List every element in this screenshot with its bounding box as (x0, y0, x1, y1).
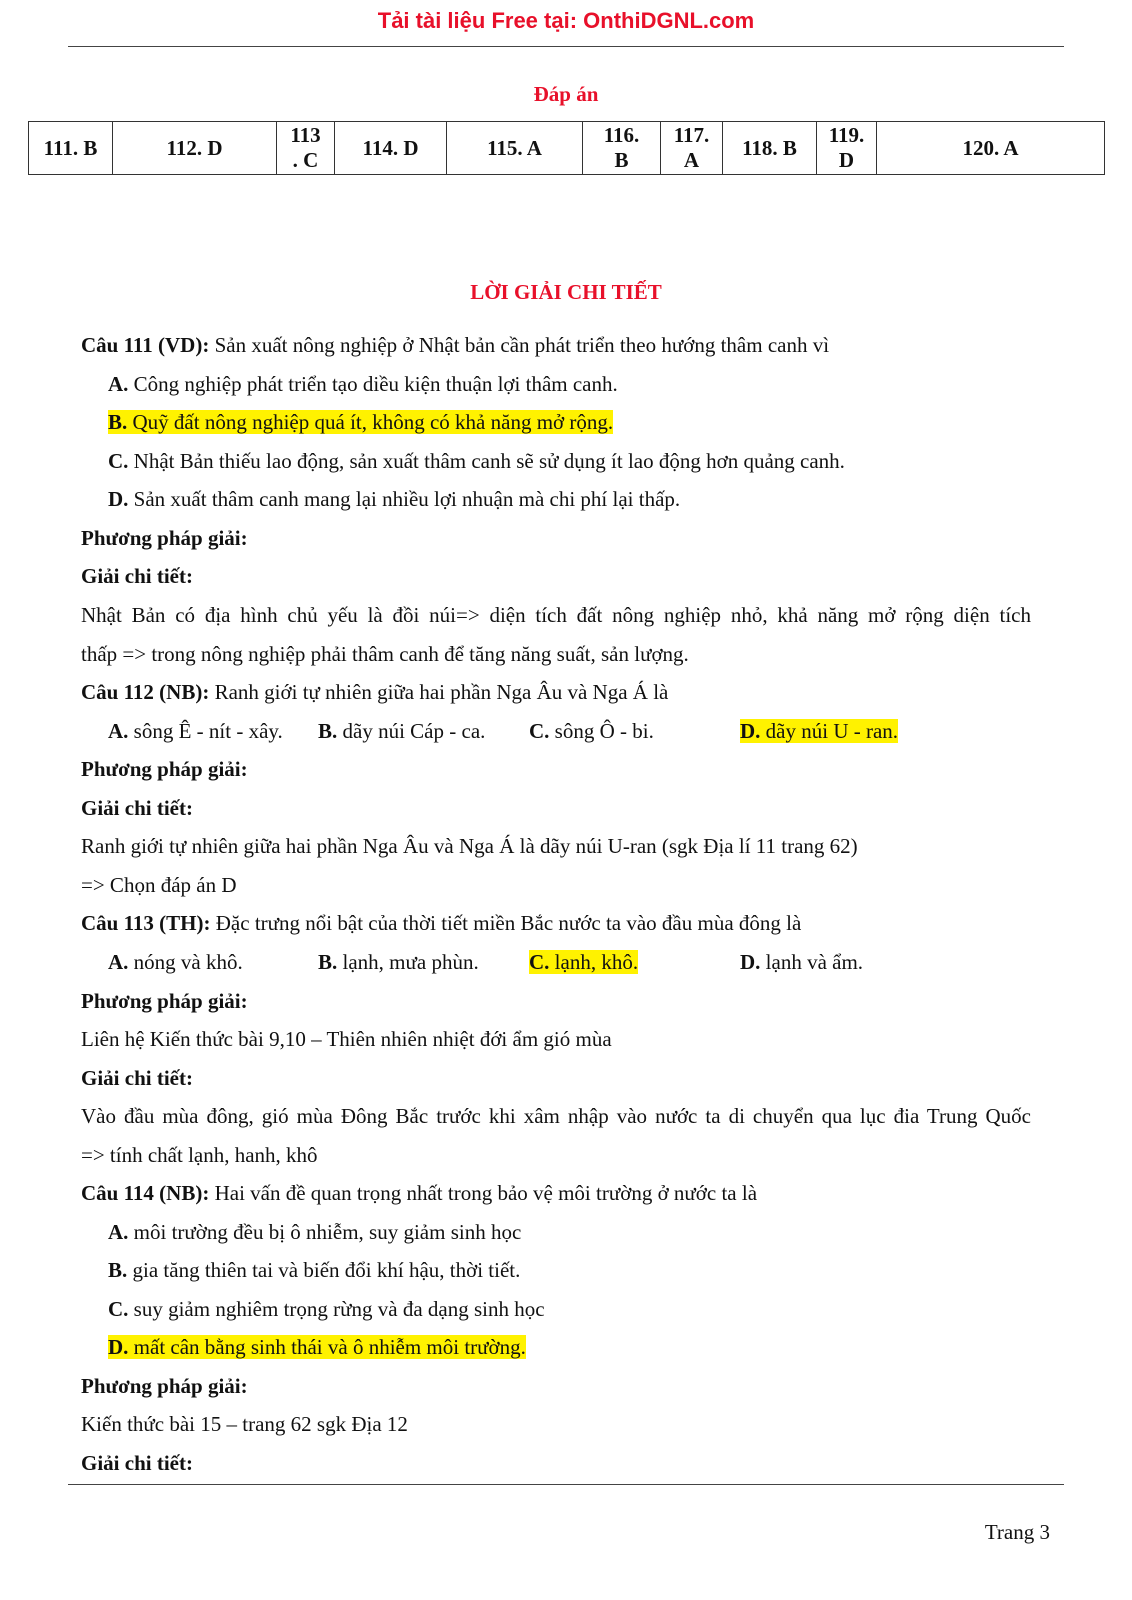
q114-option-d-correct: D. mất cân bằng sinh thái và ô nhiễm môi trường. (108, 1335, 526, 1359)
q111-solution-label: Giải chi tiết: (81, 564, 193, 588)
question-114: Câu 114 (NB): Hai vấn đề quan trọng nhất trong bảo vệ môi trường ở nước ta là (81, 1181, 758, 1205)
answer-cell: 112. D (113, 122, 277, 175)
q114-option-a: A. môi trường đều bị ô nhiễm, suy giảm sinh học (108, 1220, 522, 1244)
q111-explanation-line-1: Nhật Bản có địa hình chủ yếu là đồi núi=> diện tích đất nông nghiệp nhỏ, khả năng mở rộng diện tích (81, 603, 1031, 627)
q112-explanation-line-2: => Chọn đáp án D (81, 873, 237, 897)
q112-option-d-correct: D. dãy núi U - ran. (740, 719, 899, 743)
header-divider (68, 46, 1064, 47)
answer-cell: 111. B (29, 122, 113, 175)
q114-method-text: Kiến thức bài 15 – trang 62 sgk Địa 12 (81, 1412, 408, 1436)
q111-option-a: A. Công nghiệp phát triển tạo diều kiện thuận lợi thâm canh. (108, 372, 618, 396)
q112-method-label: Phương pháp giải: (81, 757, 248, 781)
answer-cell: 115. A (447, 122, 583, 175)
answer-cell: 118. B (723, 122, 817, 175)
header-download-link[interactable]: Tải tài liệu Free tại: OnthiDGNL.com (377, 8, 755, 33)
q114-method-label: Phương pháp giải: (81, 1374, 248, 1398)
solutions-heading: LỜI GIẢI CHI TIẾT (470, 280, 662, 304)
q113-option-b: B. lạnh, mưa phùn. (318, 950, 479, 974)
q112-option-a: A. sông Ê - nít - xây. (108, 719, 283, 743)
footer-divider (68, 1484, 1064, 1485)
answer-cell: 119. D (817, 122, 877, 175)
answer-cell: 117. A (661, 122, 723, 175)
q112-solution-label: Giải chi tiết: (81, 796, 193, 820)
q113-explanation-line-1: Vào đầu mùa đông, gió mùa Đông Bắc trước khi xâm nhập vào nước ta di chuyển qua lục đia Trung Quốc (81, 1104, 1031, 1128)
q114-solution-label: Giải chi tiết: (81, 1451, 193, 1475)
q114-option-c: C. suy giảm nghiêm trọng rừng và đa dạng sinh học (108, 1297, 545, 1321)
q112-explanation-line-1: Ranh giới tự nhiên giữa hai phần Nga Âu và Nga Á là dãy núi U-ran (sgk Địa lí 11 trang 62) (81, 834, 858, 858)
answer-key-row (29, 122, 1105, 175)
q111-option-b-correct: B. Quỹ đất nông nghiệp quá ít, không có khả năng mở rộng. (108, 410, 614, 434)
page-number: Trang 3 (984, 1520, 1050, 1544)
answers-title: Đáp án (533, 82, 599, 106)
answer-cell: 120. A (877, 122, 1105, 175)
answer-key-table (28, 121, 1105, 175)
q113-option-d: D. lạnh và ẩm. (740, 950, 864, 974)
q114-option-b: B. gia tăng thiên tai và biến đổi khí hậu, thời tiết. (108, 1258, 521, 1282)
q113-explanation-line-2: => tính chất lạnh, hanh, khô (81, 1143, 318, 1167)
q113-option-a: A. nóng và khô. (108, 950, 243, 974)
answer-cell: 116. B (583, 122, 661, 175)
q112-option-c: C. sông Ô - bi. (529, 719, 654, 743)
question-112: Câu 112 (NB): Ranh giới tự nhiên giữa hai phần Nga Âu và Nga Á là (81, 680, 669, 704)
question-111: Câu 111 (VD): Sản xuất nông nghiệp ở Nhật bản cần phát triển theo hướng thâm canh vì (81, 333, 830, 357)
q111-option-c: C. Nhật Bản thiếu lao động, sản xuất thâm canh sẽ sử dụng ít lao động hơn quảng canh. (108, 449, 845, 473)
q112-option-b: B. dãy núi Cáp - ca. (318, 719, 486, 743)
q111-method-label: Phương pháp giải: (81, 526, 248, 550)
answer-cell: 114. D (335, 122, 447, 175)
question-113: Câu 113 (TH): Đặc trưng nổi bật của thời tiết miền Bắc nước ta vào đầu mùa đông là (81, 911, 802, 935)
q111-explanation-line-2: thấp => trong nông nghiệp phải thâm canh để tăng năng suất, sản lượng. (81, 642, 689, 666)
q113-option-c-correct: C. lạnh, khô. (529, 950, 639, 974)
q113-solution-label: Giải chi tiết: (81, 1066, 193, 1090)
q113-method-label: Phương pháp giải: (81, 989, 248, 1013)
q113-method-text: Liên hệ Kiến thức bài 9,10 – Thiên nhiên nhiệt đới ẩm gió mùa (81, 1027, 612, 1051)
q111-option-d: D. Sản xuất thâm canh mang lại nhiều lợi nhuận mà chi phí lại thấp. (108, 487, 681, 511)
answer-cell: 113 . C (277, 122, 335, 175)
